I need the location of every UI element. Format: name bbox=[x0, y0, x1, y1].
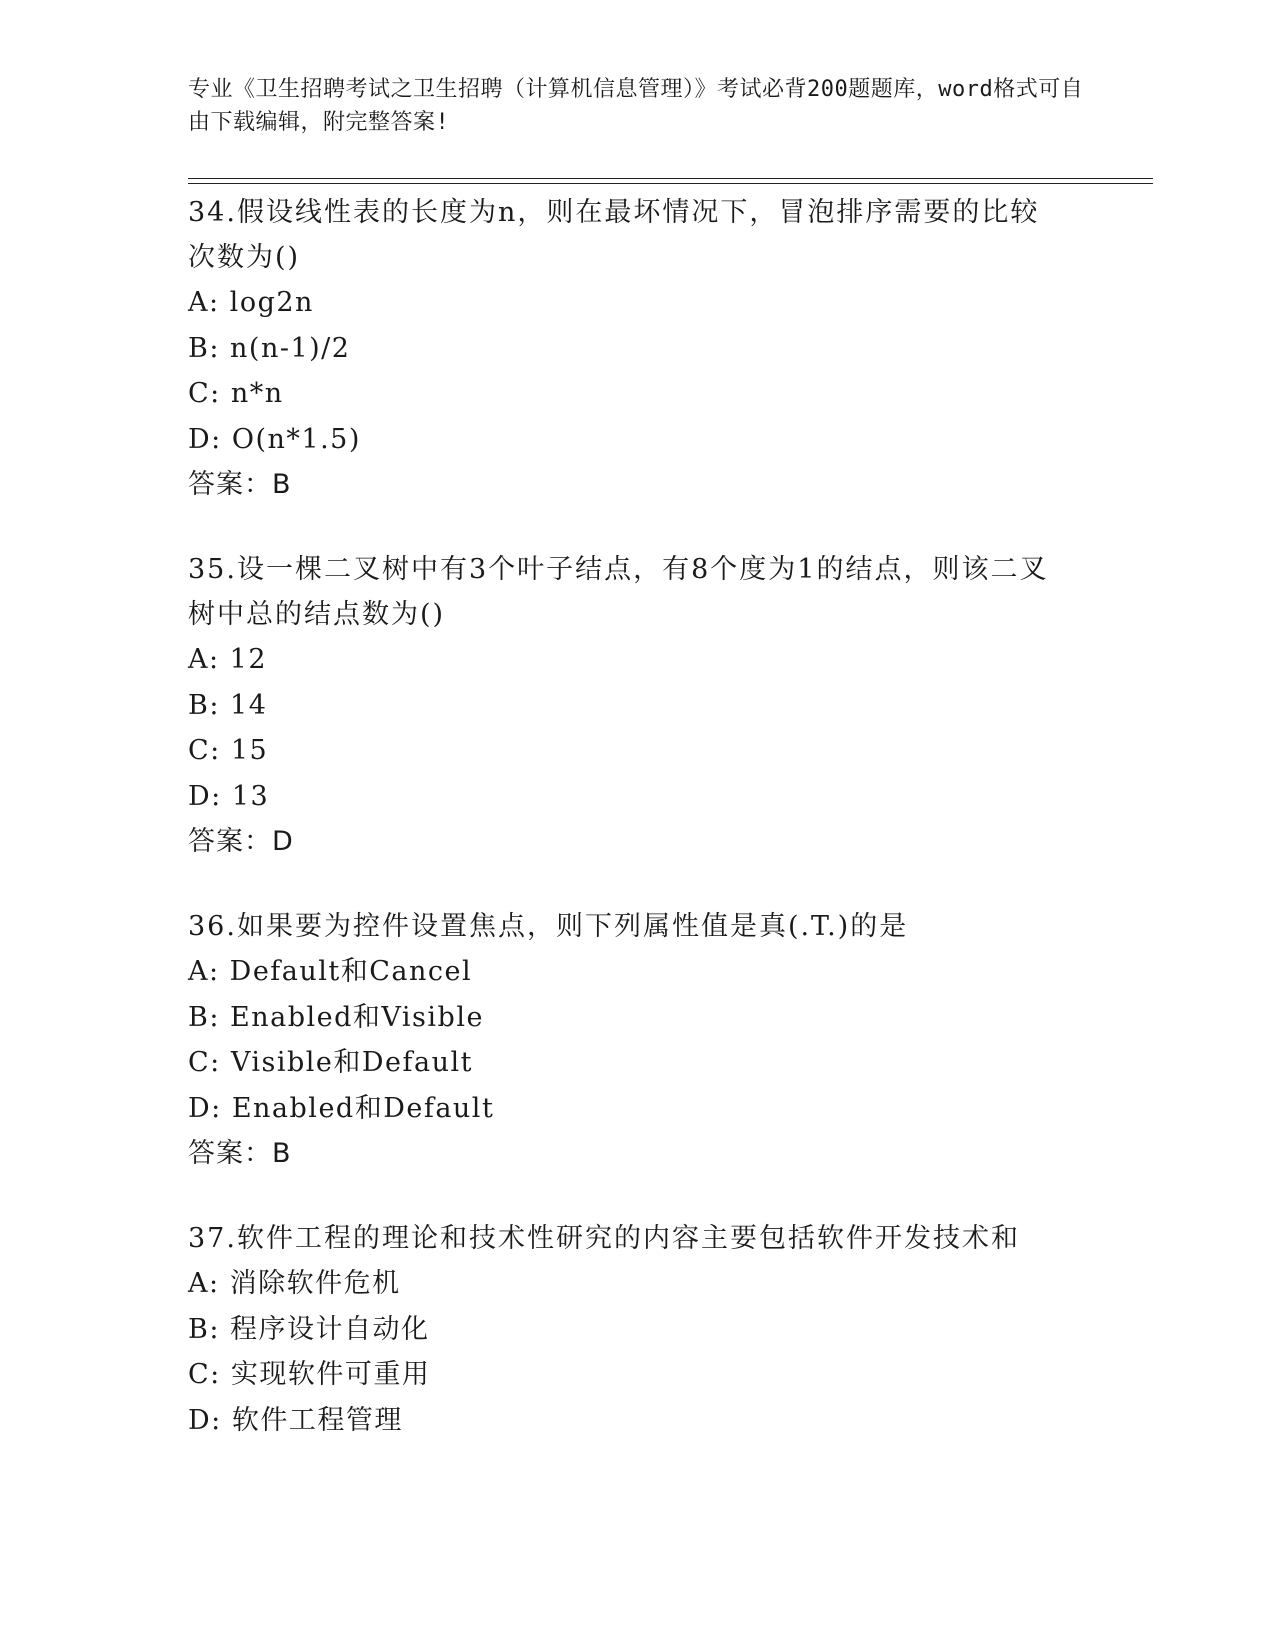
option-b: B: 14 bbox=[188, 689, 268, 721]
question-stem: 37.软件工程的理论和技术性研究的内容主要包括软件开发技术和 bbox=[188, 1223, 1020, 1254]
option-c: C: Visible和Default bbox=[188, 1047, 473, 1078]
option-a: A: Default和Cancel bbox=[188, 956, 473, 987]
question-34 bbox=[188, 190, 1153, 507]
header-divider-top bbox=[188, 178, 1153, 179]
option-b: B: 程序设计自动化 bbox=[188, 1313, 430, 1345]
option-a: A: 消除软件危机 bbox=[188, 1268, 401, 1299]
option-c: C: 实现软件可重用 bbox=[188, 1359, 431, 1390]
option-c: C: 15 bbox=[188, 735, 269, 766]
option-d: D: 软件工程管理 bbox=[188, 1404, 403, 1436]
answer-line: 答案：B bbox=[188, 469, 292, 500]
question-35 bbox=[188, 547, 1153, 864]
question-list bbox=[188, 190, 1153, 1483]
question-stem: 35.设一棵二叉树中有3个叶子结点，有8个度为1的结点，则该二叉树中总的结点数为() bbox=[188, 554, 1049, 630]
question-36 bbox=[188, 904, 1153, 1176]
answer-line: 答案：B bbox=[188, 1138, 292, 1169]
header-divider-bottom bbox=[188, 183, 1153, 184]
option-d: D: Enabled和Default bbox=[188, 1092, 495, 1124]
option-c: C: n*n bbox=[188, 378, 284, 409]
option-b: B: Enabled和Visible bbox=[188, 1001, 484, 1033]
question-stem: 34.假设线性表的长度为n，则在最坏情况下，冒泡排序需要的比较次数为() bbox=[188, 197, 1040, 273]
option-b: B: n(n-1)/2 bbox=[188, 332, 351, 364]
question-stem: 36.如果要为控件设置焦点，则下列属性值是真(.T.)的是 bbox=[188, 911, 909, 942]
option-a: A: 12 bbox=[188, 644, 268, 675]
option-d: D: 13 bbox=[188, 780, 270, 812]
option-d: D: O(n*1.5) bbox=[188, 423, 361, 455]
question-37 bbox=[188, 1216, 1153, 1443]
document-intro: 专业《卫生招聘考试之卫生招聘（计算机信息管理）》考试必背200题题库，word格式可自由下载编辑，附完整答案! bbox=[188, 77, 1084, 135]
option-a: A: log2n bbox=[188, 287, 314, 318]
answer-line: 答案：D bbox=[188, 826, 294, 857]
